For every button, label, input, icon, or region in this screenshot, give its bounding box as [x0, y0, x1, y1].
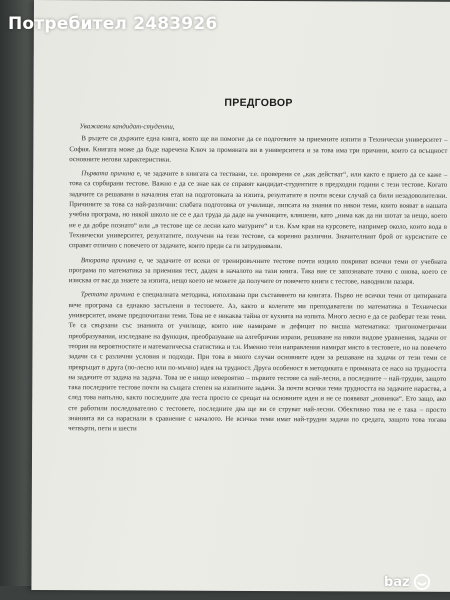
- paragraph-intro: [69, 134, 447, 167]
- paragraph-first-reason: [69, 169, 447, 253]
- paragraph-lead: Втората причина: [80, 256, 136, 265]
- paragraph-lead: Първата причина: [81, 170, 135, 178]
- paragraph-lead: Третата причина: [80, 291, 135, 299]
- bazar-logo: [384, 568, 444, 596]
- paragraph-text: В ръцете си държите една книга, която ще ви помогне да се подготвите за приемните изпити в Технически университет – София. Книгата може да бъде наречена Ключ за промяната ви в университета и за това има три причини, които са всъщност основните негови характеристики.: [69, 135, 448, 164]
- page-content: [68, 96, 447, 440]
- page-title: ПРЕДГОВОР: [224, 96, 293, 110]
- paragraph-third-reason: [68, 291, 447, 437]
- paragraph-text: е, че задачите в книгата са тествани, т.е. проверени се „как действат“, или както е прието да се каже – това са сорбирани тестове. Важно е да се знае как се справят кандидат-студентите в предходни години с тези тестове. Когато задачите са решавани в началния етап на подготовката за изпита, резултатите в почти всеки случай са били незадоволителни. Причините за това са най-различни: слабата подготовка от училище, липсата на знания по някои теми, които вояват в нашата учебна програма, но някой школо не се е дал труда да даде на учениците, клишени, като „нима как да ни шотат за нещо, което не е да добре познато“ или „в тестове ще се лесни като матурите“ и т.н. Към края на курсовете, например около, които вода в Технически университет, резултатите, получени на тези тестове, са коренно различни. Значителният брой от курсистите се справят отлично с повечето от задачите, които преди са ги затруднявали.: [68, 170, 448, 251]
- paragraph-second-reason: [69, 256, 447, 289]
- bazar-smile-icon: [413, 573, 431, 591]
- salutation: Уважаеми кандидат-студенти,: [79, 123, 175, 131]
- watermark-text: Потребител 2483926: [8, 14, 218, 34]
- logo-text: baz: [384, 574, 410, 590]
- paragraph-text: е специалната методика, използвана при съставянето на книгата. Първо не всички теми от цитираната вече програма са еднакво застъпени в тестовете. Аз, както и колегите ми преподаватели по математика в Технически университет, имаме предпочитани теми. Това не е никаква тайна от кухнята на изпита. Много лесно е да се разберат тези теми. Те са свързани със знанията от училище, които ние намираме и дефицит по висша математика: тригонометрични преобразувания, изследване на функция, преобразуване на алгебрични изрази, решаване на някои видове уравнения, задачи от теория на вероятностите и математическа статистика и т.н. Именно тези направления намират място в тестовете, но на повечето задачи са с различни условия и подходи. При това в много случаи основните идеи за решаване на задачи от тези теми се превръщат в друга (по-лесно или по-мъчно) идея на трудност. Друга особеност в методиката е промяната се насо на трудността на задачите от задача на задача. Това не е нищо невероятно – първите тестове са най-лесни, а последните – най-трудни, защото така последните тестове почти на същата степен на изпитните задачи. За почти всички теми трудността на задачите нараства, а след това напълно, както последните два теста просто се срещат на основните идеи и не се появяват „новинки“. Ето защо, ако сте работили последователно с тестовете, последните два ще ви се струват най-лесни. Обективно това не е така – просто знанията ви са нараснали в сравнение с началото. Не всички теми имат най-трудни задачи по средата, защото това тогава четвърти, пети и шести: [68, 291, 447, 433]
- paragraph-text: е, че задачите от всеки от тренировъчните тестове почти изцяло покриват всички теми от учебната програма по математика за приемния тест, даден в началото на тази книга. Така вие се запознавате точно с онова, което се изисква от вас да знаете за изпита, нещо което не можете да получите от повечето книги с тестове, наводнили пазаря.: [68, 257, 447, 286]
- book-page: [31, 0, 450, 592]
